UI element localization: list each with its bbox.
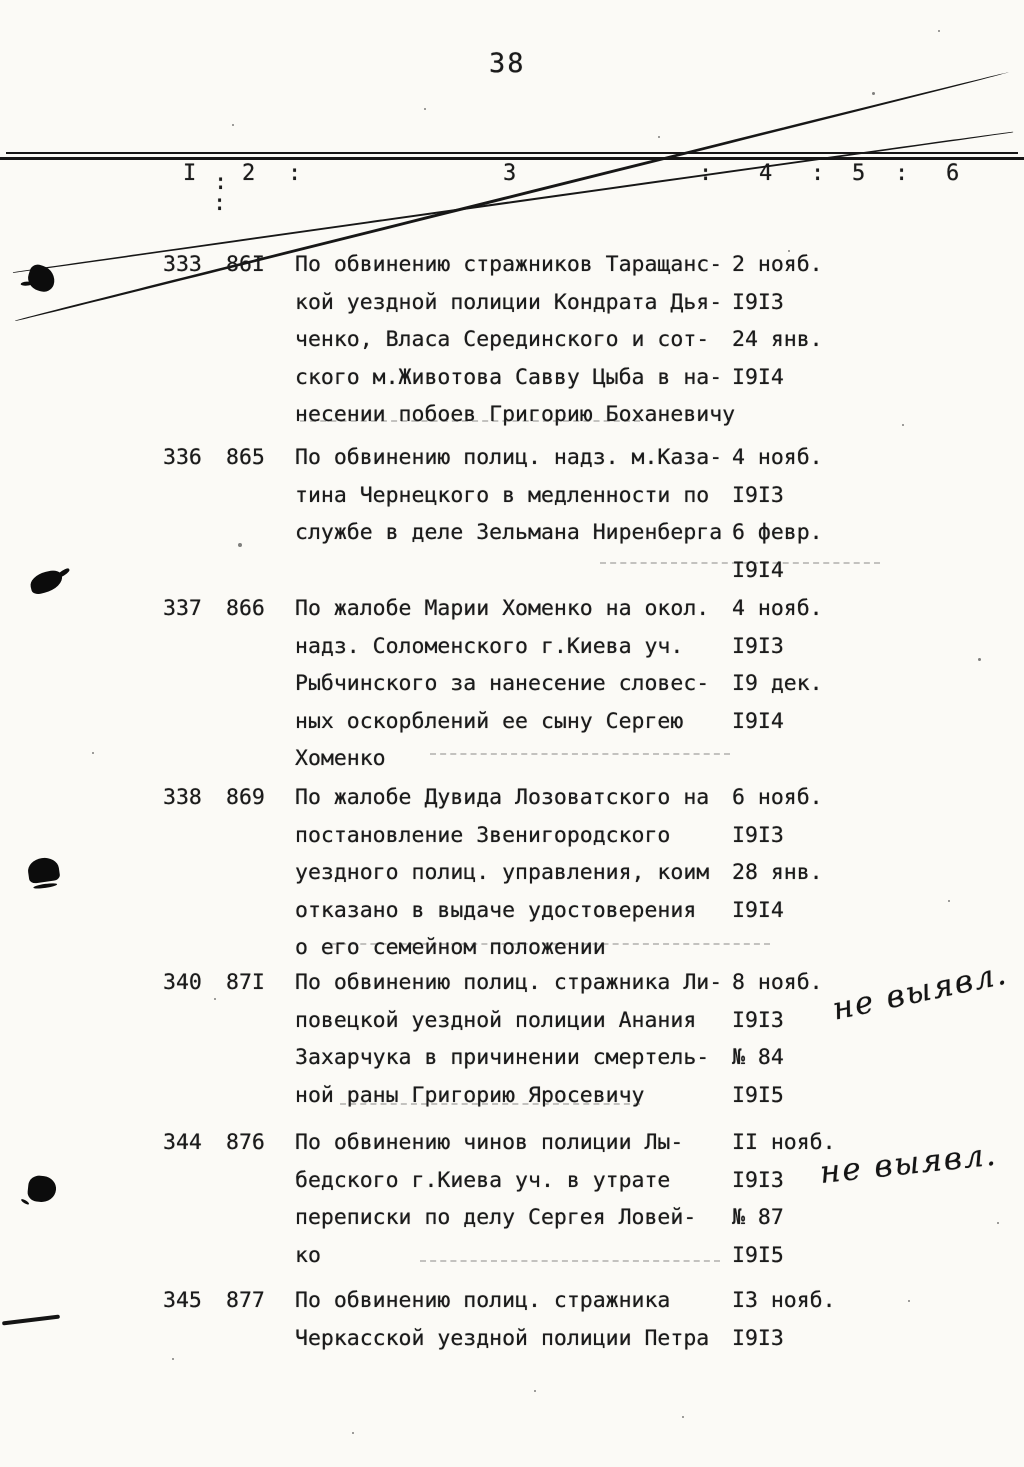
case-description-line: Черкасской уездной полиции Петра: [295, 1325, 710, 1351]
smudge-line: [430, 753, 730, 755]
entry-rows: [295, 252, 935, 440]
column-header-2: 2: [242, 161, 256, 186]
date-column-line: 4 нояб.: [732, 445, 823, 470]
paper-speck: [682, 1416, 684, 1418]
date-column-line: I9I3: [732, 482, 784, 508]
paper-speck: [214, 998, 216, 1000]
case-description-line: службе в деле Зельмана Ниренберга: [295, 520, 723, 546]
date-column-line: 4 нояб.: [732, 596, 823, 621]
entry-ordinal-number: 345: [163, 1288, 202, 1313]
date-column-line: I9I3: [732, 289, 784, 315]
header-separator-colon: :: [811, 161, 825, 186]
header-separator-colon: :: [895, 161, 909, 186]
paper-speck: [658, 136, 660, 138]
entry-line: [295, 1045, 935, 1083]
margin-dash-mark: [2, 1314, 60, 1325]
date-column-line: I9I3: [732, 1167, 784, 1193]
paper-speck: [902, 424, 904, 426]
entry-case-number: 86I: [226, 252, 265, 277]
case-description-line: По обвинению чинов полиции Лы-: [295, 1130, 684, 1155]
smudge-line: [340, 1103, 640, 1105]
paper-speck: [424, 108, 426, 110]
entry-line: [295, 709, 935, 747]
entry-line: [295, 1083, 935, 1121]
ink-blot: [26, 856, 60, 884]
entry-ordinal-number: 344: [163, 1130, 202, 1155]
case-description-line: о его семейном положении: [295, 935, 606, 961]
paper-speck: [232, 124, 234, 126]
date-column-line: II нояб.: [732, 1130, 836, 1155]
column-header-5: 5: [852, 161, 866, 186]
date-column-line: I9I5: [732, 1242, 784, 1268]
case-description-line: Хоменко: [295, 746, 386, 772]
entry-line: [295, 1205, 935, 1243]
paper-speck: [534, 1390, 536, 1392]
entry-line: [295, 483, 935, 521]
case-description-line: отказано в выдаче удостоверения: [295, 897, 697, 923]
date-column-line: № 84: [732, 1045, 784, 1071]
entry-line: [295, 898, 935, 936]
case-description-line: По обвинению полиц. надз. м.Каза-: [295, 445, 723, 470]
case-description-line: ных оскорблений ее сыну Сергею: [295, 708, 684, 734]
case-description-line: По обвинению стражников Таращанс-: [295, 252, 723, 277]
entry-line: [295, 252, 935, 290]
header-separator-colon: :: [214, 170, 228, 195]
entry-line: [295, 785, 935, 823]
case-description-line: кой уездной полиции Кондрата Дья-: [295, 289, 723, 315]
handwritten-note: не выявл.: [818, 1136, 999, 1191]
case-description-line: надз. Соломенского г.Киева уч.: [295, 633, 684, 659]
paper-speck: [172, 1358, 174, 1360]
entry-line: [295, 671, 935, 709]
date-column-line: I3 нояб.: [732, 1288, 836, 1313]
entry-line: [295, 365, 935, 403]
date-column-line: I9I4: [732, 364, 784, 390]
date-column-line: 8 нояб.: [732, 970, 823, 995]
paper-speck: [238, 543, 242, 547]
case-description-line: По обвинению полиц. стражника Ли-: [295, 970, 723, 995]
paper-speck: [948, 900, 950, 902]
entry-line: [295, 935, 935, 973]
case-description-line: Рыбчинского за нанесение словес-: [295, 671, 710, 697]
case-description-line: ченко, Власа Серединского и сот-: [295, 327, 710, 353]
case-description-line: несении побоев Григорию Боханевичу: [295, 402, 736, 428]
case-description-line: бедского г.Киева уч. в утрате: [295, 1167, 671, 1193]
date-column-line: 6 февр.: [732, 520, 823, 546]
paper-speck: [938, 30, 940, 32]
column-header-3: 3: [503, 161, 517, 186]
ink-blot: [28, 568, 65, 595]
case-description-line: По жалобе Марии Хоменко на окол.: [295, 596, 710, 621]
date-column-line: I9I4: [732, 557, 784, 583]
table-top-rule-thick: [0, 157, 1024, 160]
entry-ordinal-number: 336: [163, 445, 202, 470]
date-column-line: I9I3: [732, 822, 784, 848]
entry-ordinal-number: 338: [163, 785, 202, 810]
smudge-line: [300, 420, 640, 422]
header-separator-colon: :: [213, 191, 227, 216]
entry-case-number: 866: [226, 596, 265, 621]
paper-speck: [908, 1300, 910, 1302]
case-description-line: постановление Звенигородского: [295, 822, 671, 848]
paper-speck: [92, 752, 94, 754]
entry-line: [295, 1288, 935, 1326]
date-column-line: I9 дек.: [732, 671, 823, 697]
case-description-line: ной раны Григорию Яросевичу: [295, 1082, 645, 1108]
date-column-line: I9I3: [732, 1325, 784, 1351]
smudge-line: [600, 562, 880, 564]
entry-line: [295, 520, 935, 558]
entry-line: [295, 596, 935, 634]
paper-speck: [788, 250, 790, 252]
entry-ordinal-number: 333: [163, 252, 202, 277]
date-column-line: I9I4: [732, 708, 784, 734]
case-description-line: По обвинению полиц. стражника: [295, 1288, 671, 1313]
paper-speck: [872, 92, 875, 95]
case-description-line: ко: [295, 1242, 321, 1268]
entry-line: [295, 634, 935, 672]
case-description-line: повецкой уездной полиции Анания: [295, 1007, 697, 1033]
entry-line: [295, 290, 935, 328]
paper-speck: [997, 1222, 999, 1224]
column-header-I: I: [183, 161, 197, 186]
smudge-line: [420, 1260, 720, 1262]
date-column-line: № 87: [732, 1205, 784, 1231]
paper-speck: [352, 1432, 354, 1434]
date-column-line: 6 нояб.: [732, 785, 823, 810]
date-column-line: I9I3: [732, 633, 784, 659]
date-column-line: I9I5: [732, 1082, 784, 1108]
case-description-line: По жалобе Дувида Лозоватского на: [295, 785, 710, 810]
case-description-line: тина Чернецкого в медленности по: [295, 482, 710, 508]
entry-case-number: 876: [226, 1130, 265, 1155]
case-description-line: уездного полиц. управления, коим: [295, 860, 710, 886]
column-header-4: 4: [759, 161, 773, 186]
date-column-line: 28 янв.: [732, 860, 823, 886]
entry-line: [295, 823, 935, 861]
ink-blot: [27, 1175, 58, 1204]
paper-speck: [978, 658, 981, 661]
case-description-line: Захарчука в причинении смертель-: [295, 1045, 710, 1071]
handwritten-note: не выявл.: [829, 955, 1011, 1028]
entry-case-number: 865: [226, 445, 265, 470]
entry-rows: [295, 445, 935, 595]
entry-line: [295, 746, 935, 784]
date-column-line: I9I4: [732, 897, 784, 923]
header-separator-colon: :: [699, 161, 713, 186]
date-column-line: I9I3: [732, 1007, 784, 1033]
entry-line: [295, 445, 935, 483]
column-header-6: 6: [946, 161, 960, 186]
entry-ordinal-number: 340: [163, 970, 202, 995]
entry-case-number: 877: [226, 1288, 265, 1313]
header-separator-colon: :: [288, 161, 302, 186]
date-column-line: 2 нояб.: [732, 252, 823, 277]
entry-rows: [295, 596, 935, 784]
entry-case-number: 869: [226, 785, 265, 810]
entry-case-number: 87I: [226, 970, 265, 995]
entry-line: [295, 327, 935, 365]
entry-ordinal-number: 337: [163, 596, 202, 621]
case-description-line: переписки по делу Сергея Ловей-: [295, 1205, 697, 1231]
date-column-line: 24 янв.: [732, 327, 823, 353]
entry-line: [295, 860, 935, 898]
case-description-line: ского м.Животова Савву Цыба в на-: [295, 364, 723, 390]
smudge-line: [330, 943, 770, 945]
page-number: 38: [489, 48, 526, 79]
entry-line: [295, 1326, 935, 1364]
entry-rows: [295, 1288, 935, 1363]
